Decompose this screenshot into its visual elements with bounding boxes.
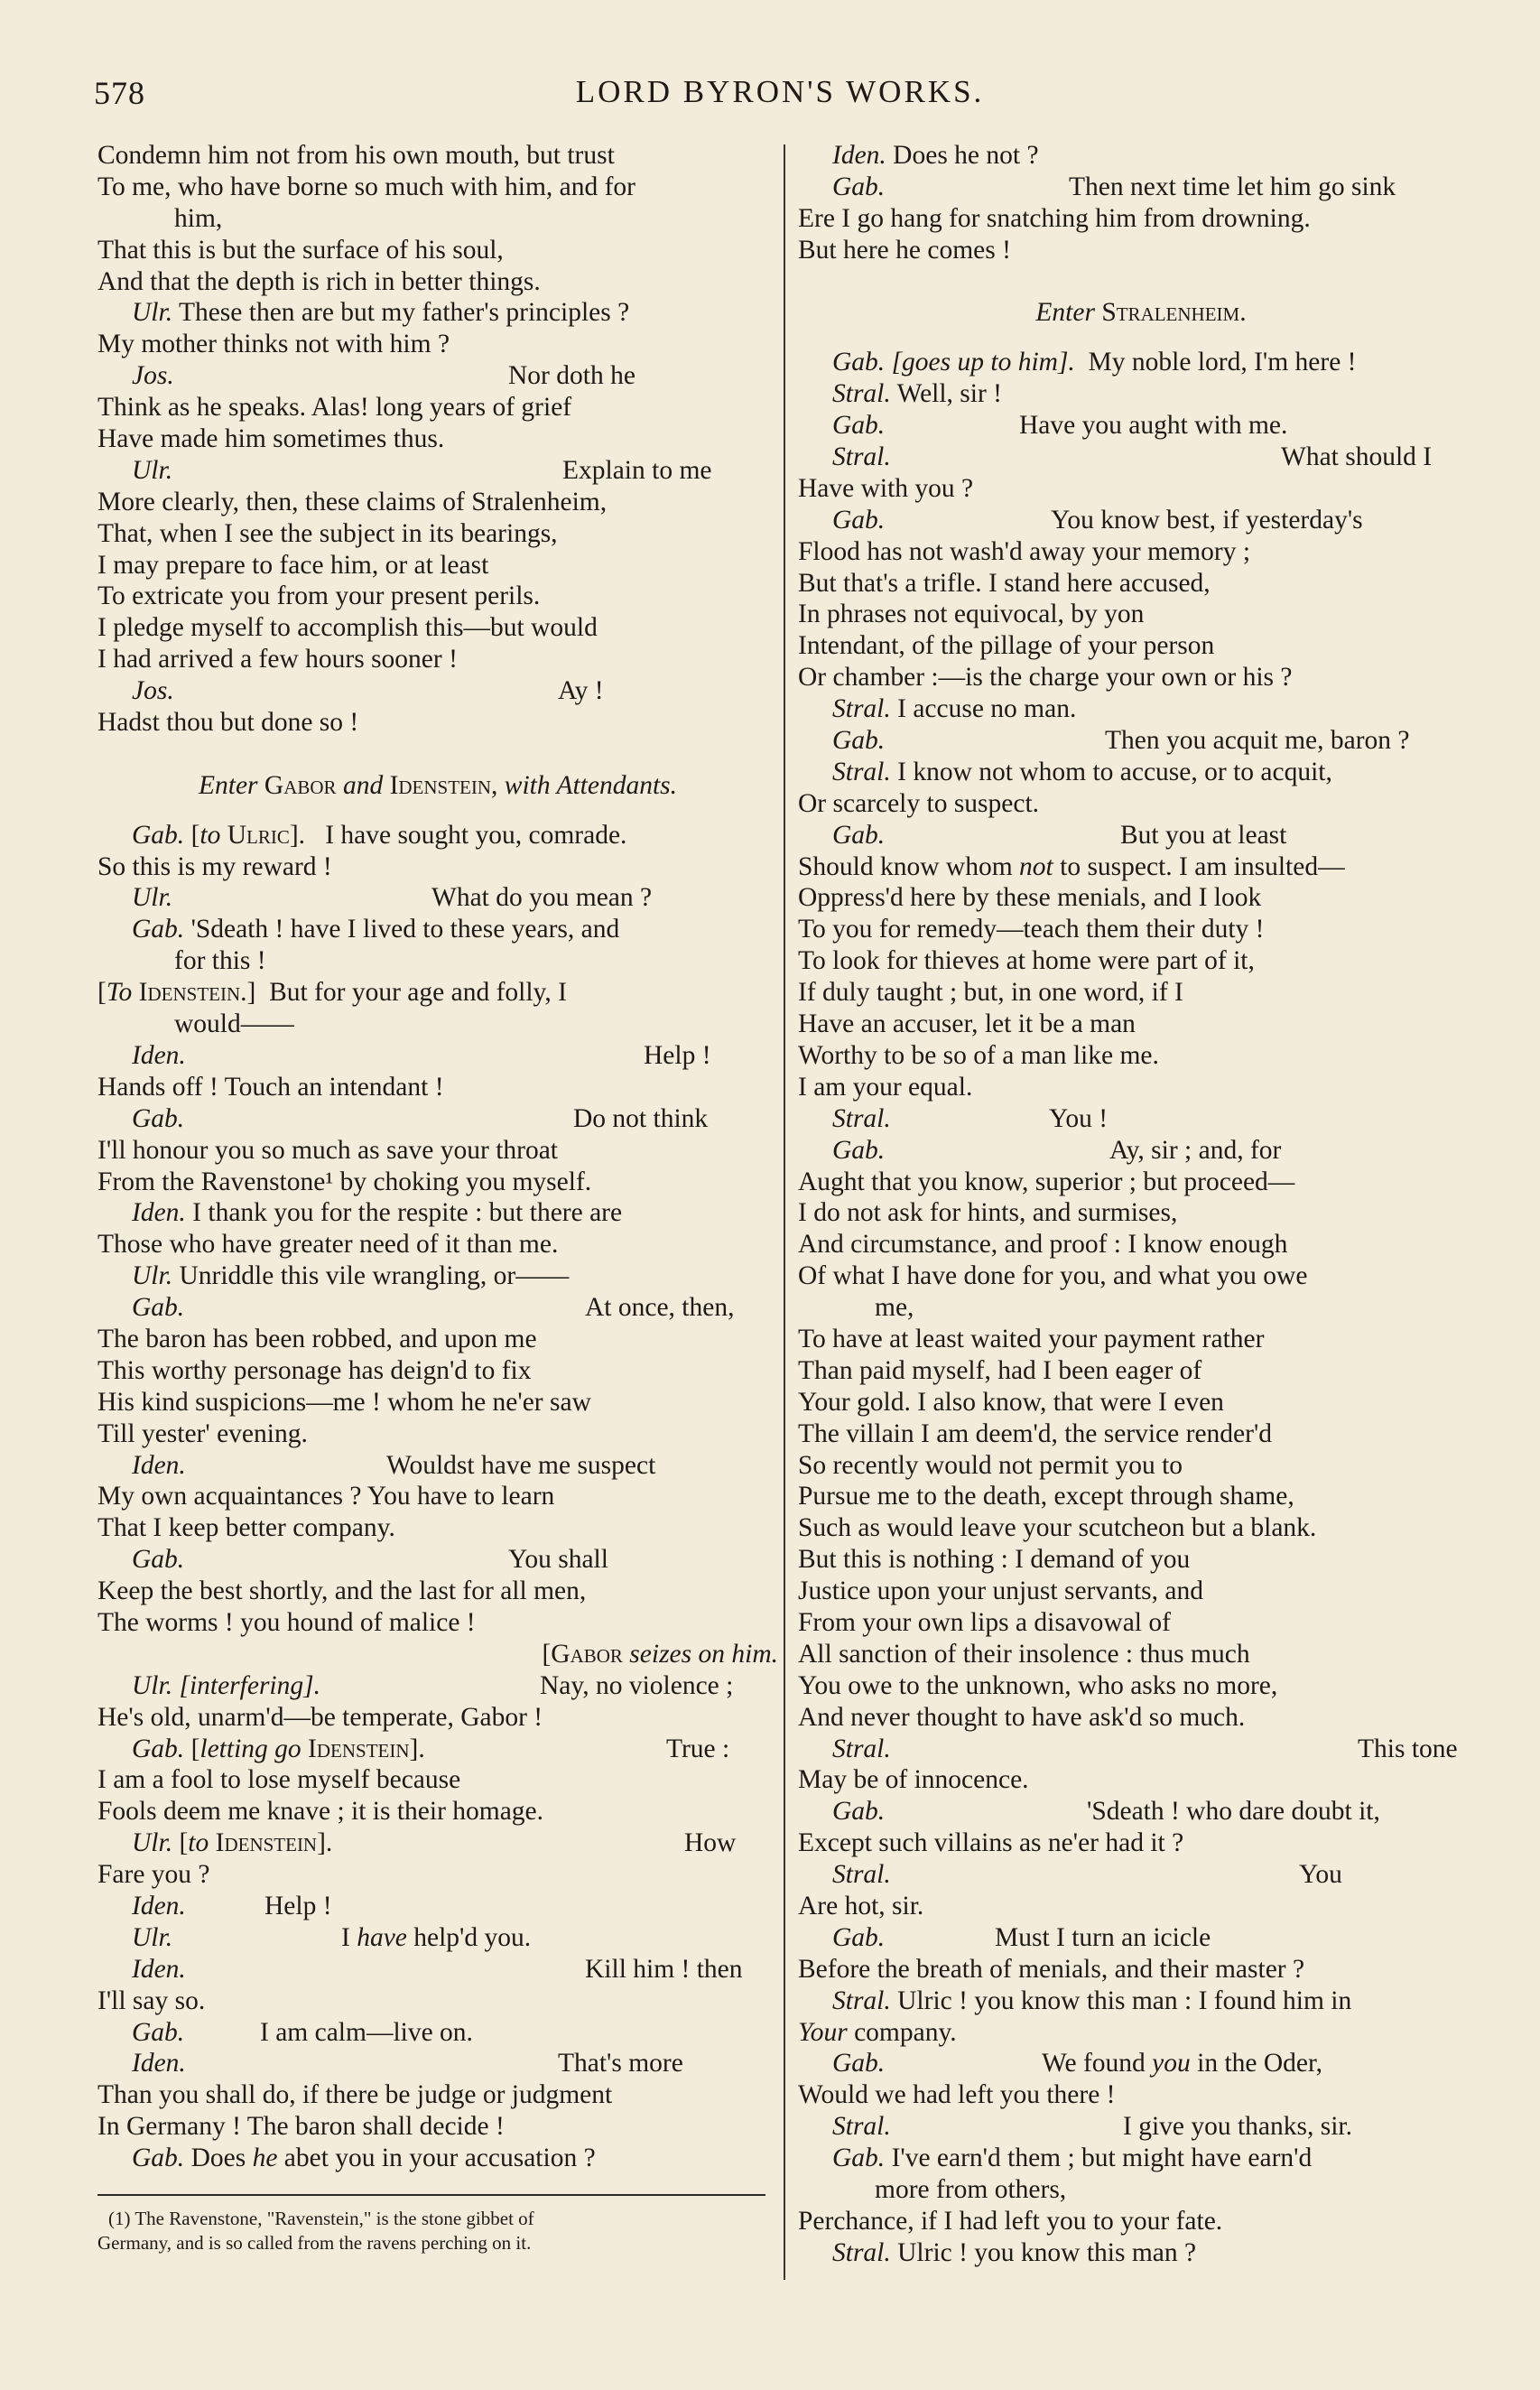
- verse-line: That this is but the surface of his soul,: [97, 235, 504, 265]
- verse-line: more from others,: [875, 2175, 1067, 2204]
- verse-line: The worms ! you hound of malice !: [97, 1607, 476, 1637]
- speaker-name: Gab.: [832, 820, 886, 850]
- line-text: I accuse no man.: [897, 694, 1077, 724]
- line-text: Help !: [264, 1891, 332, 1920]
- line-text: We found you in the Oder,: [1042, 2049, 1323, 2078]
- line-text: I've earn'd them ; but might have earn'd: [891, 2144, 1313, 2173]
- line-text: True :: [666, 1734, 730, 1763]
- verse-line: That, when I see the subject in its bearings,: [97, 518, 558, 548]
- stage-direction: [interfering].: [179, 1670, 320, 1700]
- line-text: I thank you for the respite : but there are: [192, 1198, 623, 1228]
- line-text: I am calm—live on.: [260, 2017, 473, 2047]
- verse-line: [798, 1135, 1484, 1167]
- verse-line: Except such villains as ne'er had it ?: [798, 1828, 1184, 1858]
- verse-line: Ulr. [to Idenstein]. How: [132, 1828, 737, 1858]
- speaker-name: Gab.: [832, 505, 886, 535]
- line-text: Ay !: [558, 676, 604, 706]
- speaker-name: Gab.: [832, 726, 886, 756]
- speaker-name: Iden.: [832, 141, 886, 170]
- verse-line: Keep the best shortly, and the last for all men,: [97, 1576, 587, 1606]
- speaker-name: Ulr.: [132, 883, 173, 913]
- verse-line: To have at least waited your payment rather: [798, 1324, 1265, 1353]
- verse-line: Have an accuser, let it be a man: [798, 1009, 1136, 1039]
- verse-line: Have made him sometimes thus.: [97, 424, 445, 454]
- verse-line: [97, 914, 778, 945]
- verse-line: [798, 1922, 1484, 1954]
- page-number: 578: [94, 75, 145, 111]
- line-text: You !: [1049, 1103, 1109, 1133]
- verse-line: Till yester' evening.: [97, 1418, 308, 1448]
- column-divider: [784, 144, 785, 2280]
- speaker-name: Gab.: [132, 2017, 185, 2047]
- footnote-rule: [97, 2194, 765, 2196]
- line-text: Nor doth he: [508, 361, 635, 391]
- verse-line: I had arrived a few hours sooner !: [97, 645, 458, 674]
- verse-line: Would we had left you there !: [798, 2080, 1116, 2110]
- speaker-name: Gab.: [132, 1103, 185, 1133]
- verse-line: [97, 455, 778, 487]
- verse-line: [798, 172, 1484, 203]
- speaker-name: Stral.: [832, 1734, 891, 1763]
- line-text: Does he not ?: [893, 141, 1039, 170]
- verse-line: [798, 442, 1484, 473]
- verse-line: Hadst thou but done so !: [97, 708, 359, 738]
- line-text: I give you thanks, sir.: [1123, 2112, 1353, 2142]
- verse-line: That I keep better company.: [97, 1513, 395, 1543]
- line-text: But for your age and folly, I: [269, 978, 567, 1008]
- left-column: [97, 140, 778, 2255]
- verse-line: I'll honour you so much as save your throat: [97, 1135, 558, 1165]
- line-text: This tone: [1358, 1734, 1458, 1763]
- verse-line: But here he comes !: [798, 235, 1011, 265]
- verse-line: [97, 1103, 778, 1135]
- line-text: What do you mean ?: [431, 883, 653, 913]
- speaker-name: Stral.: [832, 694, 891, 724]
- line-text: Wouldst have me suspect: [386, 1450, 656, 1480]
- verse-line: The baron has been robbed, and upon me: [97, 1324, 537, 1353]
- speaker-name: Gab.: [132, 1734, 185, 1763]
- verse-line: [97, 1292, 778, 1324]
- line-text: You: [1299, 1860, 1342, 1890]
- verse-line: me,: [875, 1293, 914, 1323]
- speaker-name: Gab.: [832, 1922, 886, 1952]
- spacer: [798, 266, 1484, 298]
- verse-line: Pursue me to the death, except through shame,: [798, 1482, 1294, 1511]
- verse-line: [97, 297, 778, 329]
- stage-direction: Enter Gabor and Idenstein, with Attendants.: [198, 770, 678, 800]
- verse-line: [97, 1544, 778, 1576]
- speaker-name: Stral.: [832, 1860, 891, 1890]
- verse-line: Condemn him not from his own mouth, but trust: [97, 141, 615, 170]
- verse-line: [97, 1954, 778, 1985]
- verse-line: If duly taught ; but, in one word, if I: [798, 978, 1183, 1008]
- speaker-name: Gab.: [132, 820, 185, 850]
- verse-line: I pledge myself to accomplish this—but would: [97, 613, 598, 643]
- footnote: Germany, and is so called from the ravens perching on it.: [97, 2232, 532, 2254]
- verse-line: And that the depth is rich in better things.: [97, 266, 541, 296]
- line-text: Explain to me: [562, 455, 712, 485]
- verse-line: Worthy to be so of a man like me.: [798, 1040, 1159, 1070]
- line-text: At once, then,: [585, 1293, 735, 1323]
- verse-line: To look for thieves at home were part of it,: [798, 946, 1255, 976]
- speaker-name: Stral.: [832, 757, 891, 786]
- verse-line: [798, 1985, 1484, 2017]
- verse-line: Should know whom not to suspect. I am insulted—: [798, 851, 1345, 881]
- verse-line: You owe to the unknown, who asks no more,: [798, 1670, 1278, 1700]
- speaker-name: Gab.: [132, 1293, 185, 1323]
- speaker-name: Gab.: [832, 1797, 886, 1827]
- verse-line: Of what I have done for you, and what you owe: [798, 1261, 1308, 1291]
- verse-line: Gab. [letting go Idenstein]. True :: [132, 1734, 730, 1763]
- line-text: Ulric ! you know this man ?: [897, 2237, 1197, 2267]
- speaker-name: Ulr.: [132, 1922, 173, 1952]
- verse-line: Perchance, if I had left you to your fate.: [798, 2206, 1223, 2236]
- verse-line: But that's a trifle. I stand here accused,: [798, 568, 1211, 598]
- verse-line: I may prepare to face him, or at least: [97, 550, 489, 580]
- verse-line: [97, 882, 778, 914]
- verse-line: Or chamber :—is the charge your own or his ?: [798, 663, 1293, 693]
- line-text: Then next time let him go sink: [1069, 172, 1396, 201]
- verse-line: [798, 820, 1484, 851]
- line-text: How: [684, 1828, 737, 1858]
- line-text: 'Sdeath ! who dare doubt it,: [1087, 1797, 1380, 1827]
- verse-line: From the Ravenstone¹ by choking you myself.: [97, 1167, 592, 1196]
- verse-line: Than paid myself, had I been eager of: [798, 1355, 1202, 1385]
- line-text: I have sought you, comrade.: [325, 820, 627, 850]
- speaker-name: Ulr.: [132, 1828, 173, 1858]
- verse-line: My mother thinks not with him ?: [97, 330, 450, 359]
- verse-line: [798, 693, 1484, 725]
- speaker-name: Gab.: [132, 915, 185, 944]
- stage-direction: Enter Stralenheim.: [1035, 298, 1247, 328]
- verse-line: [97, 1891, 778, 1922]
- speaker-name: Gab.: [132, 2144, 185, 2173]
- verse-line: Intendant, of the pillage of your person: [798, 631, 1215, 661]
- verse-line: [97, 2017, 778, 2049]
- verse-line: Ere I go hang for snatching him from drowning.: [798, 203, 1311, 233]
- line-text: What should I: [1281, 442, 1433, 472]
- verse-line: [97, 1040, 778, 1072]
- verse-line: So recently would not permit you to: [798, 1450, 1183, 1480]
- line-text: Well, sir !: [896, 379, 1003, 409]
- stage-direction: [goes up to him].: [891, 348, 1075, 377]
- verse-line: To extricate you from your present perils.: [97, 581, 541, 611]
- verse-line: [798, 1734, 1484, 1765]
- verse-line: Oppress'd here by these menials, and I look: [798, 883, 1262, 913]
- verse-line: [97, 1260, 778, 1292]
- line-text: Must I turn an icicle: [995, 1922, 1211, 1952]
- verse-line: [798, 378, 1484, 410]
- verse-line: [To Idenstein.] But for your age and folly, I: [97, 978, 567, 1008]
- line-text: Then you acquit me, baron ?: [1105, 726, 1410, 756]
- line-text: That's more: [558, 2049, 683, 2078]
- verse-line: [798, 347, 1484, 378]
- verse-line: He's old, unarm'd—be temperate, Gabor !: [97, 1702, 543, 1732]
- verse-line: [798, 1859, 1484, 1891]
- verse-line: Flood has not wash'd away your memory ;: [798, 536, 1251, 566]
- verse-line: Your gold. I also know, that were I even: [798, 1387, 1224, 1417]
- verse-line: [798, 757, 1484, 788]
- verse-line: Or scarcely to suspect.: [798, 788, 1040, 818]
- line-text: I have help'd you.: [341, 1922, 532, 1952]
- verse-line: To me, who have borne so much with him, and for: [97, 172, 636, 201]
- line-text: Do not think: [573, 1103, 709, 1133]
- speaker-name: Ulr.: [132, 298, 173, 328]
- speaker-name: Stral.: [832, 442, 891, 472]
- line-text: These then are but my father's principles ?: [178, 298, 630, 328]
- verse-line: [97, 1197, 778, 1229]
- line-text: 'Sdeath ! have I lived to these years, and: [190, 915, 620, 944]
- verse-line: His kind suspicions—me ! whom he ne'er saw: [97, 1387, 591, 1417]
- verse-line: More clearly, then, these claims of Stralenheim,: [97, 487, 608, 516]
- speaker-name: Jos.: [132, 361, 174, 391]
- verse-line: I do not ask for hints, and surmises,: [798, 1198, 1178, 1228]
- verse-line: And circumstance, and proof : I know enough: [798, 1230, 1288, 1260]
- verse-line: I am your equal.: [798, 1072, 973, 1102]
- speaker-name: Gab.: [832, 1135, 886, 1165]
- speaker-name: Gab.: [832, 411, 886, 441]
- speaker-name: Stral.: [832, 2237, 891, 2267]
- right-column: [798, 140, 1484, 2269]
- verse-line: This worthy personage has deign'd to fix: [97, 1355, 532, 1385]
- verse-line: [798, 725, 1484, 757]
- speaker-name: Ulr.: [132, 1670, 173, 1700]
- verse-line: Fare you ?: [97, 1860, 210, 1890]
- verse-line: In phrases not equivocal, by yon: [798, 600, 1145, 629]
- footnote: (1) The Ravenstone, "Ravenstein," is the stone gibbet of: [108, 2208, 534, 2229]
- speaker-name: Jos.: [132, 676, 174, 706]
- verse-line: for this !: [174, 946, 266, 976]
- speaker-name: Iden.: [132, 1198, 186, 1228]
- line-text: Help !: [644, 1040, 711, 1070]
- line-text: I know not whom to accuse, or to acquit,: [897, 757, 1332, 786]
- line-text: Unriddle this vile wrangling, or——: [179, 1261, 570, 1291]
- verse-line: [97, 360, 778, 392]
- verse-line: Aught that you know, superior ; but proceed—: [798, 1167, 1295, 1196]
- speaker-name: Ulr.: [132, 1261, 173, 1291]
- line-text: You shall: [508, 1545, 608, 1575]
- verse-line: Have with you ?: [798, 473, 974, 503]
- verse-line: [798, 505, 1484, 536]
- speaker-name: Iden.: [132, 1040, 186, 1070]
- verse-line: Gab. [to Ulric]. I have sought you, comrade.: [132, 820, 627, 850]
- spacer: [97, 739, 778, 770]
- stage-direction: [Gabor seizes on him.: [542, 1639, 778, 1669]
- verse-line: [798, 2048, 1484, 2079]
- verse-line: [798, 2143, 1484, 2174]
- speaker-name: Gab.: [832, 2144, 886, 2173]
- verse-line: him,: [174, 203, 223, 233]
- verse-line: In Germany ! The baron shall decide !: [97, 2112, 505, 2142]
- speaker-name: Ulr.: [132, 455, 173, 485]
- verse-line: [97, 2048, 778, 2079]
- line-text: Kill him ! then: [585, 1954, 743, 1984]
- verse-line: [798, 410, 1484, 442]
- verse-line: [97, 1922, 778, 1954]
- speaker-name: Iden.: [132, 1450, 186, 1480]
- spacer: [97, 802, 778, 820]
- verse-line: [798, 1796, 1484, 1827]
- verse-line: The villain I am deem'd, the service render'd: [798, 1418, 1273, 1448]
- verse-line: [798, 1103, 1484, 1135]
- verse-line: Than you shall do, if there be judge or judgment: [97, 2080, 613, 2110]
- line-text: Ay, sir ; and, for: [1109, 1135, 1282, 1165]
- verse-line: Those who have greater need of it than me.: [97, 1230, 559, 1260]
- verse-line: All sanction of their insolence : thus much: [798, 1639, 1250, 1669]
- line-text: But you at least: [1120, 820, 1287, 850]
- speaker-name: Gab.: [832, 2049, 886, 2078]
- speaker-name: Gab.: [832, 172, 886, 201]
- verse-line: To you for remedy—teach them their duty !: [798, 915, 1265, 944]
- line-text: You know best, if yesterday's: [1051, 505, 1363, 535]
- line-text: Nay, no violence ;: [540, 1670, 734, 1700]
- line-text: Ulric ! you know this man : I found him in: [897, 1985, 1352, 2015]
- speaker-name: Iden.: [132, 2049, 186, 2078]
- verse-line: Before the breath of menials, and their master ?: [798, 1954, 1305, 1984]
- speaker-name: Gab.: [132, 1545, 185, 1575]
- speaker-name: Stral.: [832, 1103, 891, 1133]
- verse-line: Your company.: [798, 2017, 957, 2047]
- verse-line: Think as he speaks. Alas! long years of grief: [97, 393, 572, 423]
- line-text: Have you aught with me.: [1019, 411, 1288, 441]
- verse-line: But this is nothing : I demand of you: [798, 1545, 1191, 1575]
- verse-line: I am a fool to lose myself because: [97, 1765, 461, 1795]
- verse-line: From your own lips a disavowal of: [798, 1607, 1171, 1637]
- speaker-name: Iden.: [132, 1954, 186, 1984]
- verse-line: And never thought to have ask'd so much.: [798, 1702, 1246, 1732]
- speaker-name: Iden.: [132, 1891, 186, 1920]
- verse-line: [97, 675, 778, 707]
- verse-line: Fools deem me knave ; it is their homage.: [97, 1797, 544, 1827]
- verse-line: Are hot, sir.: [798, 1891, 924, 1920]
- verse-line: Hands off ! Touch an intendant !: [97, 1072, 444, 1102]
- running-title: LORD BYRON'S WORKS.: [575, 74, 985, 109]
- spacer: [798, 329, 1484, 347]
- speaker-name: Gab.: [832, 348, 886, 377]
- page-header: [94, 74, 1466, 119]
- verse-line: [798, 140, 1484, 172]
- verse-line: Justice upon your unjust servants, and: [798, 1576, 1203, 1606]
- verse-line: Such as would leave your scutcheon but a blank.: [798, 1513, 1317, 1543]
- speaker-name: Stral.: [832, 2112, 891, 2142]
- speaker-name: Stral.: [832, 379, 891, 409]
- verse-line: May be of innocence.: [798, 1765, 1029, 1795]
- verse-line: Gab. Does he abet you in your accusation ?: [132, 2144, 596, 2173]
- verse-line: [97, 1450, 778, 1482]
- speaker-name: Stral.: [832, 1985, 891, 2015]
- line-text: My noble lord, I'm here !: [1088, 348, 1357, 377]
- verse-line: I'll say so.: [97, 1985, 206, 2015]
- verse-line: [798, 2111, 1484, 2143]
- verse-line: would——: [174, 1009, 294, 1039]
- verse-line: [798, 2237, 1484, 2269]
- verse-line: So this is my reward !: [97, 851, 332, 881]
- verse-line: [97, 1670, 778, 1702]
- verse-line: My own acquaintances ? You have to learn: [97, 1482, 555, 1511]
